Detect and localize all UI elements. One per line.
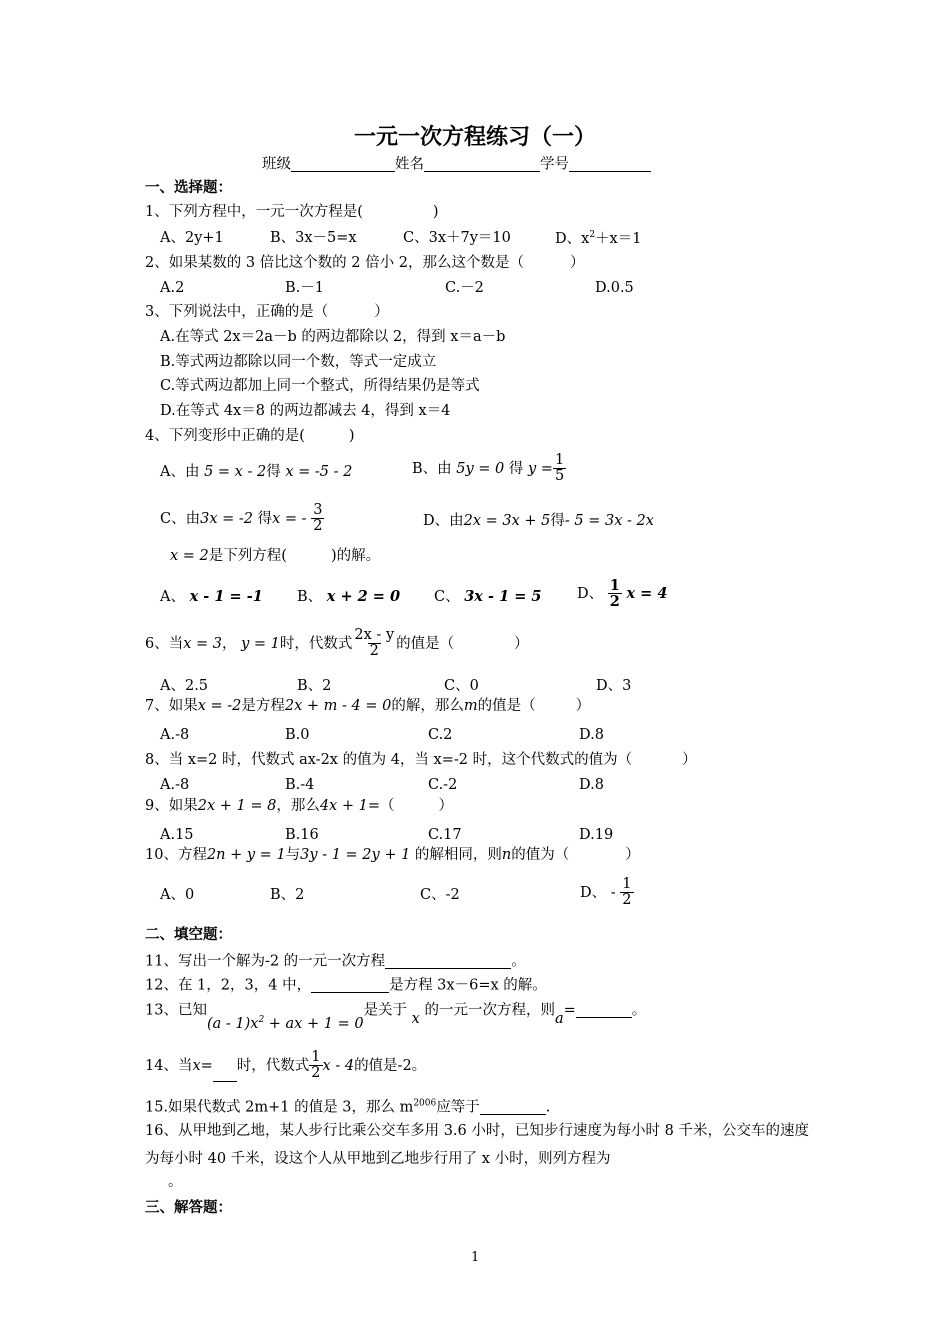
id-field[interactable] xyxy=(569,156,651,172)
q12-end: 是方程 3x－6=x 的解。 xyxy=(389,977,547,994)
question-16 xyxy=(145,1117,809,1173)
q8-bracket: ） xyxy=(682,752,697,768)
class-field[interactable] xyxy=(291,156,395,172)
q10-d-label: D、 xyxy=(580,885,607,902)
q13-equation xyxy=(207,1016,364,1032)
id-label: 学号 xyxy=(540,156,569,173)
q11-end: 。 xyxy=(511,953,526,970)
q14-mid2: 时，代数式 xyxy=(236,1058,310,1075)
question-1 xyxy=(145,205,439,220)
q3-option-c[interactable]: C.等式两边都加上同一个整式，所得结果仍是等式 xyxy=(160,378,480,394)
q14-num: 1 xyxy=(311,1049,321,1065)
q1-d-post: ＋x＝1 xyxy=(595,230,642,247)
q3-bracket: ） xyxy=(374,304,389,320)
question-4 xyxy=(145,429,355,444)
q5-b-label: B、 xyxy=(297,589,323,605)
q4-option-d[interactable] xyxy=(423,514,654,529)
name-label: 姓名 xyxy=(395,156,424,173)
q5-b-equation: x + 2 = 0 xyxy=(326,588,401,605)
q10-d-den: 2 xyxy=(622,892,632,909)
class-label: 班级 xyxy=(262,156,291,173)
q9-option-d[interactable]: D.19 xyxy=(579,827,614,843)
q10-equation-1: 2n + y = 1 xyxy=(206,847,286,863)
q11-stem: 11、写出一个解为-2 的一元一次方程 xyxy=(145,953,386,970)
q14-equals: = xyxy=(200,1058,213,1075)
q6-mid: 时，代数式 xyxy=(279,636,353,653)
q5-d-equation: x = 4 xyxy=(626,585,668,603)
q2-option-c[interactable]: C.－2 xyxy=(445,280,484,296)
q10-pre: 10、方程 xyxy=(145,847,207,863)
q10-option-d[interactable] xyxy=(580,877,634,909)
q4-bracket: ) xyxy=(348,428,355,444)
q14-fraction xyxy=(309,1050,322,1082)
q10-n: n xyxy=(501,847,512,863)
q4-a-result: x = -5 - 2 xyxy=(285,464,353,480)
q1-option-b[interactable]: B、3x－5=x xyxy=(270,230,357,246)
q4-c-den: 2 xyxy=(313,518,323,535)
q5-d-fraction xyxy=(608,578,622,610)
q4-b-num: 1 xyxy=(554,452,565,468)
q4-a-equation: 5 = x - 2 xyxy=(204,464,267,480)
q5-bracket: )的解。 xyxy=(330,548,381,564)
q14-end: 的值是-2。 xyxy=(354,1058,427,1075)
question-6 xyxy=(145,628,529,660)
q5-option-a[interactable] xyxy=(160,590,263,605)
q15-end: . xyxy=(545,1099,551,1116)
q4-b-result: y = xyxy=(528,461,553,478)
q13-eq-sup: 2 xyxy=(258,1014,265,1025)
q2-option-a[interactable]: A.2 xyxy=(160,280,185,296)
question-5 xyxy=(145,549,380,564)
q14-answer-blank[interactable] xyxy=(213,1066,237,1082)
q7-option-a[interactable]: A.-8 xyxy=(160,727,190,743)
q4-c-label: C、由 xyxy=(160,511,201,528)
q4-b-label: B、由 xyxy=(412,461,452,478)
q15-mid: 应等于 xyxy=(436,1099,480,1116)
q2-option-d[interactable]: D.0.5 xyxy=(595,280,634,296)
q4-c-fraction xyxy=(311,503,324,535)
q9-mid: ，那么 xyxy=(276,798,320,814)
q4-c-equation: 3x = -2 xyxy=(200,511,254,528)
q4-option-c[interactable] xyxy=(160,503,324,535)
q6-post: 的值是（ xyxy=(396,636,455,653)
q7-post: 的值是（ xyxy=(477,698,536,714)
question-12 xyxy=(145,977,547,993)
q9-pre: 9、如果 xyxy=(145,798,198,814)
q4-a-then: 得 xyxy=(266,464,281,480)
q7-option-c[interactable]: C.2 xyxy=(428,727,453,743)
q7-mid2: 的解，那么 xyxy=(391,698,464,714)
q13-mid: 是关于 xyxy=(363,1002,408,1019)
q4-d-then: 得 xyxy=(550,513,565,529)
q10-option-c[interactable]: C、-2 xyxy=(420,887,460,903)
q10-option-b[interactable]: B、2 xyxy=(270,887,305,903)
q4-c-result: x = - xyxy=(272,511,307,528)
q1-option-a[interactable]: A、2y+1 xyxy=(160,230,224,246)
q1-bracket: ) xyxy=(432,204,439,220)
q15-answer-blank[interactable] xyxy=(480,1099,546,1115)
q14-pre: 14、当 xyxy=(145,1058,193,1075)
q6-option-c[interactable]: C、0 xyxy=(444,678,479,694)
question-11 xyxy=(145,953,526,969)
q1-d-text: D、x xyxy=(555,230,590,247)
q10-mid2: 的解相同，则 xyxy=(414,847,502,863)
q14-den: 2 xyxy=(311,1065,321,1082)
q8-option-c[interactable]: C.-2 xyxy=(428,777,458,793)
q1-option-d[interactable] xyxy=(555,231,641,246)
q7-equation: 2x + m - 4 = 0 xyxy=(284,698,392,714)
section-fill-heading: 二、填空题： xyxy=(145,926,232,943)
q13-a: a xyxy=(554,1010,564,1027)
q6-num: 2x - y xyxy=(354,627,395,643)
q5-value: x = 2 xyxy=(170,548,209,564)
q4-a-label: A、由 xyxy=(160,464,200,480)
q7-bracket: ） xyxy=(575,698,591,714)
q1-stem: 1、下列方程中，一元一次方程是( xyxy=(145,204,363,220)
q10-post: 的值为（ xyxy=(511,847,570,863)
q15-sup: 2006 xyxy=(413,1098,437,1109)
q2-stem: 2、如果某数的 3 倍比这个数的 2 倍小 2，那么这个数是（ xyxy=(145,255,524,271)
q10-d-sign: - xyxy=(610,885,616,902)
q13-x: x xyxy=(411,1010,420,1027)
q9-option-a[interactable]: A.15 xyxy=(160,827,194,843)
q6-bracket: ） xyxy=(514,636,529,653)
q3-option-a[interactable]: A.在等式 2x＝2a－b 的两边都除以 2，得到 x＝a－b xyxy=(160,329,506,345)
q14-x: x xyxy=(192,1058,201,1075)
page-title: 一元一次方程练习（一） xyxy=(353,124,596,150)
question-15 xyxy=(145,1099,550,1115)
name-field[interactable] xyxy=(424,156,540,172)
q7-option-b[interactable]: B.0 xyxy=(285,727,310,743)
q13-eq-part-a: (a - 1)x xyxy=(206,1015,259,1032)
q13-pre: 13、已知 xyxy=(145,1002,207,1019)
q9-post: =（ xyxy=(367,798,395,814)
q4-d-result: - 5 = 3x - 2x xyxy=(564,513,654,529)
q13-end: 。 xyxy=(631,1002,647,1019)
q3-stem: 3、下列说法中，正确的是（ xyxy=(145,304,329,320)
q4-option-b[interactable] xyxy=(412,453,566,485)
q16-text: 16、从甲地到乙地，某人步行比乘公交车多用 3.6 小时，已知步行速度为每小时 8 千米，公交车的速度为每小时 40 千米，设这个人从甲地到乙地步行用了 x 小时，则列方程为 xyxy=(145,1123,809,1167)
q9-equation: 2x + 1 = 8 xyxy=(197,798,277,814)
section-choice-heading: 一、选择题： xyxy=(145,179,232,196)
q5-d-den: 2 xyxy=(609,593,620,611)
q10-d-fraction xyxy=(620,877,633,909)
q5-c-equation: 3x - 1 = 5 xyxy=(464,588,542,605)
question-7 xyxy=(145,699,590,714)
q7-option-d[interactable]: D.8 xyxy=(579,727,604,743)
q7-m: m xyxy=(463,698,478,714)
q5-stem: 是下列方程( xyxy=(208,548,287,564)
q5-c-label: C、 xyxy=(434,589,460,605)
q9-option-b[interactable]: B.16 xyxy=(285,827,319,843)
q1-option-c[interactable]: C、3x＋7y＝10 xyxy=(403,230,511,246)
q4-c-num: 3 xyxy=(313,502,323,518)
q4-b-den: 5 xyxy=(554,468,565,485)
q2-option-b[interactable]: B.－1 xyxy=(285,280,324,296)
q9-bracket: ） xyxy=(438,798,453,814)
q6-y: y = 1 xyxy=(241,636,280,653)
q14-expression: x - 4 xyxy=(322,1058,355,1075)
q13-equals: = xyxy=(563,1002,576,1019)
q7-x: x = -2 xyxy=(197,698,242,714)
student-info-line xyxy=(262,156,651,172)
q4-d-equation: 2x = 3x + 5 xyxy=(463,513,551,529)
q4-b-then: 得 xyxy=(508,461,524,478)
q6-den: 2 xyxy=(369,643,379,660)
q4-option-a[interactable] xyxy=(160,465,352,480)
q4-d-label: D、由 xyxy=(423,513,464,529)
q5-a-label: A、 xyxy=(160,589,185,605)
q13-mid2: 的一元一次方程，则 xyxy=(424,1002,555,1019)
q5-a-equation: x - 1 = -1 xyxy=(189,588,263,605)
page-number: 1 xyxy=(471,1250,480,1265)
q7-pre: 7、如果 xyxy=(145,698,198,714)
q15-stem: 15.如果代数式 2m+1 的值是 3，那么 m xyxy=(145,1099,414,1116)
question-14 xyxy=(145,1050,426,1082)
q9-expression: 4x + 1 xyxy=(319,798,368,814)
q10-equation-2: 3y - 1 = 2y + 1 xyxy=(300,847,411,863)
q8-stem: 8、当 x=2 时，代数式 ax-2x 的值为 4，当 x=-2 时，这个代数式的值为（ xyxy=(145,752,633,768)
q6-option-a[interactable]: A、2.5 xyxy=(160,678,209,694)
q7-mid: 是方程 xyxy=(241,698,285,714)
q11-answer-blank[interactable] xyxy=(385,953,511,969)
q4-b-equation: 5y = 0 xyxy=(456,461,505,478)
q6-x: x = 3 xyxy=(183,636,223,653)
question-3 xyxy=(145,305,389,320)
q5-d-num: 1 xyxy=(609,577,620,594)
q10-option-a[interactable]: A、0 xyxy=(160,887,195,903)
q8-option-a[interactable]: A.-8 xyxy=(160,777,190,793)
q4-stem: 4、下列变形中正确的是( xyxy=(145,428,305,444)
q3-option-d[interactable]: D.在等式 4x＝8 的两边都减去 4，得到 x＝4 xyxy=(160,403,451,419)
question-13 xyxy=(145,1002,647,1032)
q6-option-d[interactable]: D、3 xyxy=(596,678,632,694)
q5-option-b[interactable] xyxy=(297,590,400,605)
q6-fraction xyxy=(352,628,396,660)
q6-when: 6、当 xyxy=(145,636,184,653)
question-2 xyxy=(145,256,584,271)
question-9 xyxy=(145,799,453,814)
q6-sep: ， xyxy=(222,636,237,653)
q13-eq-part-b: + ax + 1 = 0 xyxy=(268,1015,364,1032)
section-answer-heading: 三、解答题： xyxy=(145,1199,232,1216)
q16-end: 。 xyxy=(168,1174,183,1190)
q5-d-label: D、 xyxy=(577,586,604,603)
q6-option-b[interactable]: B、2 xyxy=(297,678,332,694)
q9-option-c[interactable]: C.17 xyxy=(428,827,462,843)
q5-option-c[interactable] xyxy=(434,590,542,605)
q8-option-d[interactable]: D.8 xyxy=(579,777,604,793)
q12-answer-blank[interactable] xyxy=(311,977,389,993)
q1-d-sup: 2 xyxy=(589,230,596,240)
q12-stem: 12、在 1，2，3，4 中， xyxy=(145,977,312,994)
q8-option-b[interactable]: B.-4 xyxy=(285,777,315,793)
q10-mid: 与 xyxy=(285,847,301,863)
q2-bracket: ） xyxy=(569,255,585,271)
question-8 xyxy=(145,753,697,768)
question-10 xyxy=(145,848,640,863)
q10-d-num: 1 xyxy=(622,876,632,892)
q4-c-then: 得 xyxy=(257,511,273,528)
q10-bracket: ） xyxy=(625,847,640,863)
q3-option-b[interactable]: B.等式两边都除以同一个数，等式一定成立 xyxy=(160,354,437,370)
q13-answer-blank[interactable] xyxy=(576,1002,632,1018)
q4-b-fraction xyxy=(553,453,566,485)
q5-option-d[interactable] xyxy=(577,578,667,610)
